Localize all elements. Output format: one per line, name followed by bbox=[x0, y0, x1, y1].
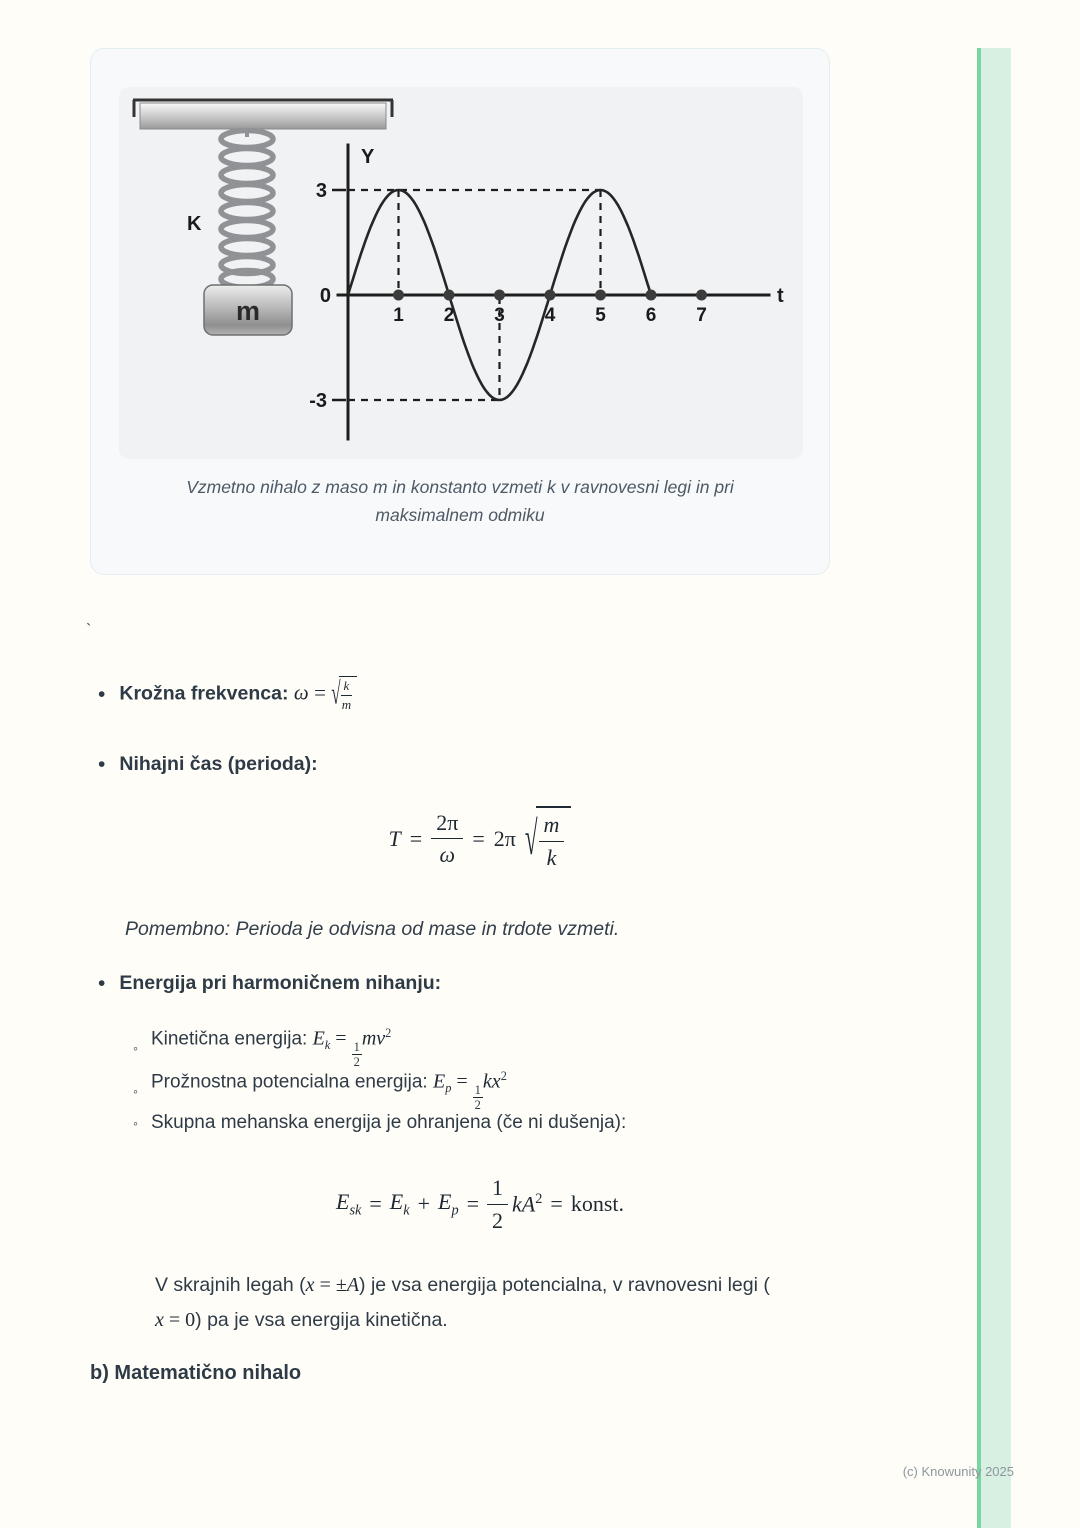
bullet-energija bbox=[98, 972, 441, 995]
spring bbox=[221, 129, 273, 288]
equals-sign: = bbox=[330, 1027, 352, 1050]
colon: : bbox=[281, 682, 294, 705]
konst-text: konst. bbox=[570, 1191, 625, 1216]
heading-matematicno-nihalo: b) Matematično nihalo bbox=[90, 1362, 302, 1384]
period-symbol: T bbox=[388, 825, 401, 851]
t-tick-label: 6 bbox=[645, 305, 657, 326]
colon: : bbox=[434, 972, 442, 994]
figure-caption-line2: maksimalnem odmiku bbox=[375, 505, 545, 525]
krozna-frekvenca-label: Krožna frekvenca bbox=[119, 682, 282, 705]
energy-note-line1: V skrajnih legah (x = ±A) je vsa energija potencialna, v ravnovesni legi ( bbox=[155, 1274, 770, 1296]
axis-dot bbox=[545, 290, 556, 301]
equals-sign: = bbox=[369, 1191, 382, 1216]
t-tick-label: 2 bbox=[443, 305, 455, 326]
pendulum-figure-svg bbox=[119, 87, 803, 459]
axis-dot bbox=[595, 290, 606, 301]
equals-sign: = bbox=[409, 825, 423, 851]
sub-bullet-marker: ◦ bbox=[133, 1115, 138, 1131]
bullet-krozna-frekvenca-text bbox=[119, 676, 357, 713]
ep-term: $E_p$ bbox=[438, 1188, 459, 1219]
mass-block bbox=[204, 285, 292, 335]
omega-symbol: ω bbox=[293, 680, 309, 705]
ceiling-mount bbox=[133, 100, 393, 129]
energy-note-paragraph bbox=[155, 1268, 770, 1338]
y-min-label: -3 bbox=[309, 390, 327, 412]
copyright-footer: (c) Knowunity 2025 bbox=[902, 1464, 1014, 1479]
figure-caption-line1: Vzmetno nihalo z maso m in konstanto vzmeti k v ravnovesni legi in pri bbox=[186, 477, 734, 497]
energija-label: Energija pri harmoničnem nihanju bbox=[119, 972, 435, 994]
equals-sign: = bbox=[451, 1070, 473, 1093]
t-axis-label: t bbox=[777, 285, 784, 307]
equals-sign: = bbox=[466, 1191, 480, 1216]
bullet-marker: • bbox=[98, 753, 106, 776]
t-tick-label: 5 bbox=[595, 305, 606, 326]
axis-dot bbox=[393, 290, 404, 301]
two-pi-coefficient: 2π bbox=[493, 825, 516, 851]
one-half-fraction: $\frac{1}{2}$ bbox=[353, 1040, 360, 1070]
axis-dot bbox=[696, 290, 707, 301]
axis-dot bbox=[646, 290, 657, 301]
plus-sign: + bbox=[417, 1191, 431, 1216]
y-axis-label: Y bbox=[361, 146, 375, 168]
energy-symbol: E bbox=[312, 1027, 325, 1050]
axis-dot bbox=[444, 290, 455, 301]
right-accent-bar bbox=[977, 48, 1011, 1528]
spring-constant-label: K bbox=[187, 213, 202, 235]
colon: : bbox=[311, 753, 318, 775]
sub-bullet-marker: ◦ bbox=[133, 1082, 138, 1099]
nihajni-cas-label: Nihajni čas (perioda) bbox=[119, 753, 312, 775]
t-tick-label: 4 bbox=[544, 305, 556, 326]
figure-caption bbox=[91, 473, 829, 529]
skupna-text: Skupna mehanska energija je ohranjena (če ni dušenja): bbox=[150, 1112, 627, 1133]
energy-symbol: E bbox=[433, 1070, 446, 1093]
bullet-marker: • bbox=[98, 682, 106, 706]
equals-sign: = bbox=[472, 825, 485, 851]
figure-card bbox=[90, 48, 830, 575]
sub-bullet-kineticna bbox=[133, 1026, 391, 1069]
t-tick-label: 7 bbox=[696, 305, 707, 326]
sqrt-m-over-k: √ $\frac{m}{k}$ bbox=[525, 806, 572, 871]
sqrt-k-over-m: √ $\frac{k}{m}$ bbox=[331, 676, 357, 713]
sine-graph bbox=[309, 145, 784, 439]
mass-label: m bbox=[235, 296, 261, 326]
ek-term: $E_k$ bbox=[389, 1188, 410, 1219]
radical-sign: √ bbox=[524, 810, 538, 865]
axis-dot bbox=[494, 290, 505, 301]
radical-sign: √ bbox=[331, 675, 341, 712]
bullet-krozna-frekvenca bbox=[98, 676, 357, 713]
one-half-fraction: $\frac{1}{2}$ bbox=[474, 1083, 481, 1113]
origin-label: 0 bbox=[319, 285, 331, 307]
y-max-label: 3 bbox=[315, 180, 327, 202]
equals-sign: = bbox=[314, 680, 332, 705]
bullet-nihajni-cas-text bbox=[119, 753, 317, 776]
kineticna-text: Kinetična energija: $E_k$ = $\frac{1}{2}$ $mv^2$ bbox=[150, 1026, 392, 1070]
sub-bullet-potencialna bbox=[133, 1069, 507, 1112]
sub-bullet-marker: ◦ bbox=[133, 1039, 138, 1056]
potencialna-text: Prožnostna potencialna energija: $E_p$ = $\frac{1}{2}$ $kx^2$ bbox=[150, 1069, 507, 1113]
fraction-2pi-over-omega: $\frac{2\pi}{\omega}$ bbox=[431, 809, 463, 869]
one-half-fraction: $\frac{1}{2}$ bbox=[487, 1174, 508, 1234]
figure-panel bbox=[119, 87, 803, 459]
t-tick-label: 1 bbox=[393, 305, 404, 326]
equals-sign: = bbox=[550, 1191, 563, 1216]
period-note: Pomembno: Perioda je odvisna od mase in trdote vzmeti. bbox=[125, 918, 620, 940]
total-energy-equation bbox=[90, 1174, 870, 1234]
amplitude-symbol: A bbox=[346, 1274, 360, 1296]
x-symbol: x bbox=[305, 1274, 315, 1296]
x-symbol: x bbox=[155, 1309, 164, 1331]
sub-bullet-skupna bbox=[133, 1112, 626, 1134]
bullet-marker: • bbox=[98, 972, 106, 995]
energy-note-line2: x = 0) pa je vsa energija kinetična. bbox=[155, 1309, 448, 1331]
kA-squared: $kA^2$ bbox=[512, 1190, 543, 1217]
stray-backtick: ` bbox=[86, 622, 92, 639]
t-tick-label: 3 bbox=[494, 305, 505, 326]
bullet-energija-text bbox=[119, 972, 441, 995]
bullet-nihajni-cas bbox=[98, 753, 318, 776]
period-equation bbox=[90, 806, 870, 871]
esk-term: $E_{sk}$ bbox=[335, 1188, 362, 1219]
